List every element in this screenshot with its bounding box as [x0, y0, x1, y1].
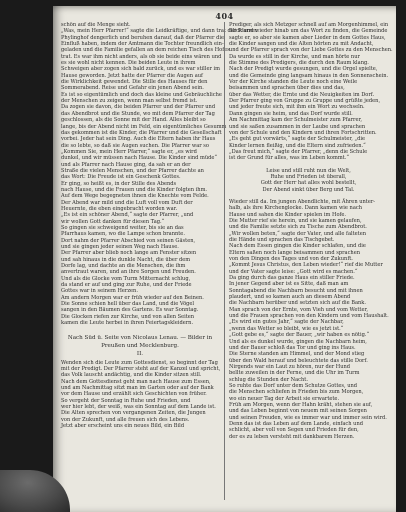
- text-line: „Es ist ein schöner Abend,“ sagte der Pfarrer, „und: [61, 212, 194, 219]
- text-line: Am Nachmittag kam der Schulmeister zum Pfarrer,: [229, 117, 363, 124]
- text-line: und das Leben beginnt von neuem mit seinen Sorgen: [229, 408, 367, 415]
- text-line: und als Pfarrer nach Hause ging, da sah er an der: [61, 161, 191, 168]
- text-line: „Es wird ein gutes Jahr,“ sagte der Nachbar,: [229, 319, 344, 326]
- text-line: Heuernte, die eben eingebracht worden war.: [61, 205, 178, 212]
- page-number: 404: [215, 11, 234, 21]
- text-line: „wenn das Wetter so bleibt, wie es jetzt ist.“: [229, 325, 344, 332]
- text-line: „Das freut mich,“ sagte der Pfarrer, „denn die Schule: [229, 148, 368, 155]
- text-line: das Abendbrot und die Stunde, wo mit dem Pfarrer der Tag: [61, 110, 215, 117]
- verse-line: Ruhe und Frieden ist überall,: [270, 173, 347, 180]
- text-line: Früh am Morgen, wenn der Hahn kräht, stehen sie auf,: [229, 401, 373, 408]
- text-line: „Es geht gut vorwärts,“ sagte der Schulmeister, „die: [229, 136, 365, 143]
- text-line: Dort nahm der Pfarrer Abschied von seinen Gästen,: [61, 237, 196, 244]
- text-line: wir wollen Gott danken für diesen Tag.“: [61, 218, 165, 225]
- text-line: und der Pfarrer sprach von der Liebe Gottes zu den Menschen.: [229, 47, 393, 54]
- text-line: von der Zukunft, und alle freuen sich des Lebens.: [61, 416, 190, 423]
- text-line: die Menschen schliefen in Frieden bis zum Morgen,: [229, 389, 364, 396]
- text-line: Die Sonne schien hell über das Land, und die Vögel: [61, 301, 195, 308]
- text-line: trat. Es war ihm nicht anders, als ob sie beide eins wären und: [61, 53, 222, 60]
- text-line: Blick und wieder hinab um das Wort zu finden, die Gemeinde: [229, 28, 388, 35]
- verse-block: [229, 168, 388, 193]
- text-line: „Kommt Jesus Christus, den Leben wieder!“ rief die Mutter: [229, 262, 383, 269]
- text-line: Der Abend war mild und die Luft voll vom Duft der: [61, 199, 193, 206]
- text-line: über das Wetter, die Ernte und die Neuigkeiten im Dorf.: [229, 91, 375, 98]
- text-line: das gekommen ist die Kinder, die Pfarrer und die Gesellschaft: [61, 129, 222, 136]
- text-line: Der Pfarrer aber blieb noch lange am Fenster sitzen: [61, 250, 197, 257]
- text-line: Und als die Glocke vom Turm Mitternacht schlug,: [61, 275, 191, 282]
- text-line: So vergeht der Sonntag in Ruhe und Frieden, und: [61, 397, 191, 404]
- text-line: die Wirklichkeit gewendet. Die Stille des Hauses für den: [61, 79, 208, 86]
- text-line: „Wir wollen beten,“ sagte der Vater, und alle falteten: [229, 230, 367, 237]
- text-line: die Nachbarn herüber und setzten sich auf die Bank.: [229, 300, 366, 307]
- left-column: [61, 22, 258, 506]
- text-line: Nach dem Essen gingen die Kinder schlafen, und die: [229, 243, 366, 250]
- text-line: halb, als ihre Kirchenglocke. Dann kamen wie nach: [229, 205, 363, 212]
- text-line: und jeder freute sich, mit ihm ein Wort zu wechseln.: [229, 104, 365, 111]
- text-line: und der Bauer schloß das Tor und ging ins Haus.: [229, 344, 356, 351]
- text-line: Man sprach von der Ernte, vom Vieh und vom Wetter,: [229, 306, 368, 313]
- text-line: Die Alten sprechen von vergangenen Zeiten, die Jungen: [61, 410, 206, 417]
- text-line: plaudert, und so kamen auch an diesem Abend: [229, 294, 351, 301]
- text-line: Auf dem Wege begegneten ihnen die Knechte vom Felde.: [61, 193, 209, 200]
- text-line: Phylinghof dengerlich und beruhen darauf, daß der Pfarrer die: [61, 34, 224, 41]
- text-line: Da ging durch das ganze Haus ein stiller Friede.: [229, 275, 355, 282]
- text-line: das Wort: Die Freude ist ein Geschenk Gottes.: [61, 174, 181, 181]
- text-line: die Kinder sangen und die Alten hörten zu mit Andacht,: [229, 41, 374, 48]
- book-page: [53, 6, 396, 512]
- text-line: kamen die Leute herbei in ihren Feiertagskleidern.: [61, 320, 194, 327]
- text-line: Jetzt aber erscheint uns ein neues Bild, ein Bild: [61, 422, 185, 429]
- text-line: vorbei. Jeder hat sein Ding. Auch die Eltern haben ihr Haus: [61, 136, 216, 143]
- text-line: vor dem Hause und erzählt sich Geschichten von früher.: [61, 391, 207, 398]
- text-line: So ruhte das Dorf unter dem Schutze Gottes, und: [229, 382, 358, 389]
- left-column-text: [61, 22, 258, 327]
- text-line: wo ein neuer Tag der Arbeit sie erwartete.: [229, 395, 340, 402]
- text-line: Hause geworden. Jetzt hatte der Pfarrer die Augen auf: [61, 72, 203, 79]
- right-column: [229, 22, 393, 506]
- column-divider: [224, 22, 225, 500]
- text-line: geschlossen, als die Sonne mit der Hand. Alles bleibt so: [61, 117, 206, 124]
- text-line: mit der Predigt. Der Pfarrer steht auf der Kanzel und spricht,: [61, 365, 221, 372]
- text-line: es sie wohl nicht kennen. Die beiden Leute in ihrem: [61, 60, 196, 67]
- text-line: beisammen und sprachen über dies und das,: [229, 85, 345, 92]
- text-line: da stand er auf und ging zur Ruhe, und der Friede: [61, 282, 192, 289]
- text-line: schön auf die Menge sieht.: [61, 22, 131, 28]
- text-line: Straße die vielen Menschen, und der Pfarrer dachte an: [61, 167, 204, 174]
- text-line: das Volk lauscht andächtig, und die Kinder sitzen still.: [61, 372, 202, 379]
- section-subheading: Preußen und Mecklenburg.: [101, 342, 179, 349]
- text-line: „Was, mein Herr Pfarrer!“ sagte die Leidkräftige, und dann trat der Pfarrer.: [61, 28, 258, 35]
- text-line: und die Gemeinde ging langsam hinaus in den Sonnenschein.: [229, 72, 389, 79]
- text-line: und seinen Freuden, wie es immer war und immer sein wird.: [229, 414, 387, 421]
- text-line: über den Wald herauf und beleuchtete das stille Dorf.: [229, 357, 368, 364]
- text-line: Schweigen aber zogen sich bald zurück, und es war stiller im: [61, 66, 220, 73]
- verse-line: Gott der Herr hat alles wohl bestellt,: [260, 180, 357, 187]
- text-line: In jener Gegend aber ist es Sitte, daß man am: [229, 281, 349, 288]
- text-line: geladen und die Familie gefallen an dem reichen Tisch des Hofes: [61, 47, 230, 54]
- text-line: dunkel, und wir müssen nach Hause. Die Kinder sind müde“: [61, 155, 218, 162]
- text-line: Die Mutter rief sie herein, und sie kamen gelaufen,: [229, 217, 362, 224]
- text-line: nach Hause, und die Frauen und die Kinder folgten ihm.: [61, 186, 208, 193]
- text-line: Die Sterne standen am Himmel, und der Mond stieg: [229, 351, 365, 358]
- text-line: Wieder still da. Im jungen Abendlichte, mit Ähren unter-: [229, 198, 375, 205]
- text-line: Es ist so eigentümlich und doch das kleine und Gebräuchliche: [61, 91, 222, 98]
- text-line: sagte er, so aber sie kamen aber Lieder in dem Gottes Haus,: [229, 34, 386, 41]
- page-content: [61, 11, 393, 506]
- text-line: Prediger, als sich Metzger schnell auf am Morgenhimmel, ein: [229, 22, 389, 28]
- text-line: Hause und sahen die Kinder spielen im Hofe.: [229, 211, 347, 218]
- text-line: von den Dingen des Tages und von der Zukunft.: [229, 256, 353, 263]
- text-line: Einfluß haben, indem der Amtmann die Tochter freundlich ein-: [61, 41, 224, 48]
- text-line: Die Glocken riefen zur Kirche, und von allen Seiten: [61, 313, 195, 320]
- text-line: die Stimme des Predigers, die durch den Raum klang.: [229, 60, 369, 67]
- text-line: anvertraut waren, und an ihre Sorgen und Freuden.: [61, 269, 196, 276]
- text-line: Da zogen sie davon, die beiden Pfarrer und der Pfarrer und: [61, 104, 216, 111]
- text-line: Denn das ist das Leben auf dem Lande, einfach und: [229, 420, 364, 427]
- text-line: Am andern Morgen war er früh wieder auf den Beinen.: [61, 294, 204, 301]
- text-line: Gottes war in seinem Herzen.: [61, 288, 138, 295]
- text-line: und die Frauen sprachen von den Kindern und vom Haushalt.: [229, 313, 389, 320]
- text-line: „Kommen Sie, mein Herr Pfarrer,“ sagte er, „es wird: [61, 148, 197, 155]
- left-column-text-after: [61, 360, 219, 430]
- text-line: und sie saßen zusammen in der Laube und sprachen: [229, 123, 366, 130]
- text-line: wer hier lebt, der weiß, was ein Sonntag auf dem Lande ist.: [61, 403, 216, 410]
- text-line: Vor der Kirche standen die Leute noch eine Weile: [229, 79, 358, 86]
- verse-line: Der Abend sinkt über Berg und Tal.: [262, 186, 355, 193]
- text-line: ist der Grund für alles, was im Leben kommt.“: [229, 155, 349, 162]
- text-line: Eltern saßen noch lange beisammen und sprachen: [229, 249, 360, 256]
- section-heading: Nach Süd ü. Seite von Nicolaus Lenau. — Bilder in: [67, 334, 213, 341]
- text-line: Da wurde es still in der Kirche, und man hörte nur: [229, 53, 360, 60]
- text-line: Dann gingen sie heim, und das Dorf wurde still.: [229, 110, 353, 117]
- text-line: Pfarrhaus kamen, wo die Lampe schon brannte.: [61, 231, 185, 238]
- section-number: II.: [136, 351, 144, 358]
- text-line: Nach dem Gottesdienst geht man nach Hause zum Essen,: [61, 378, 211, 385]
- text-line: und der Vater sagte leise: „Gott wird es machen.“: [229, 268, 358, 275]
- text-line: schlug die Stunden der Nacht.: [229, 376, 308, 383]
- text-line: Er ging, so heißt es, in der Stille des Abends: [61, 180, 177, 187]
- text-line: Der Pfarrer ging von Gruppe zu Gruppe und grüßte jeden,: [229, 98, 381, 105]
- text-line: lange, bis der Abend nicht im Feld, ein eigentümliches Gesumm: [61, 123, 227, 130]
- text-line: und die Familie setzte sich zu Tische zum Abendbrot.: [229, 224, 367, 231]
- text-line: Und als es dunkel wurde, gingen die Nachbarn heim,: [229, 338, 367, 345]
- verse-line: Leise und still ruht nun die Welt,: [266, 167, 351, 174]
- right-column-text-after: [229, 199, 388, 440]
- right-column-text: [229, 22, 393, 162]
- text-line: Kinder lernen fleißig, und die Eltern sind zufrieden.“: [229, 142, 366, 149]
- text-line: So gingen sie schweigend weiter, bis sie an das: [61, 225, 184, 231]
- text-line: Sonntagabend die Nachbarn besucht und mit ihnen: [229, 287, 363, 294]
- text-line: bellte zuweilen in der Ferne, und die Uhr im Turm: [229, 370, 360, 377]
- text-line: „Gott gebe es,“ sagte der Bauer, „wir haben es nötig.“: [229, 332, 370, 339]
- text-line: die so lebte, so daß sie Augen suchen. Die Pfarrer war so: [61, 142, 209, 149]
- text-line: sangen in den Bäumen des Gartens. Es war Sonntag.: [61, 307, 199, 314]
- text-line: die Hände und sprachen das Tischgebet.: [229, 237, 335, 243]
- text-line: Nach der Predigt wurde gesungen, und die Orgel spielte,: [229, 66, 378, 73]
- text-line: Nirgends war ein Laut zu hören, nur der Hund: [229, 363, 351, 370]
- text-line: und sie gingen jeder seinen Weg nach Hause.: [61, 244, 179, 251]
- text-line: Sommerabend. Reise und Gefahr ein jenen Abend sein.: [61, 85, 204, 92]
- text-line: und sah hinaus in die dunkle Nacht, die über dem: [61, 256, 191, 263]
- text-line: und am Nachmittag sitzt man im Garten oder auf der Bank: [61, 384, 214, 391]
- text-line: von der Schule und den Kindern und ihren Fortschritten.: [229, 129, 377, 136]
- text-line: Wenden sich die Leute zum Gottesdienst, so beginnt der Tag: [61, 359, 218, 366]
- text-line: Dorfe lag, und dachte an die Menschen, die ihm: [61, 263, 186, 270]
- text-line: der Menschen zu zeigen, wenn man selbst fremd ist.: [61, 98, 198, 105]
- text-line: schlicht, aber voll von Segen und Frieden für den,: [229, 427, 359, 434]
- text-line: der es zu leben versteht mit dankbarem Herzen.: [229, 433, 355, 440]
